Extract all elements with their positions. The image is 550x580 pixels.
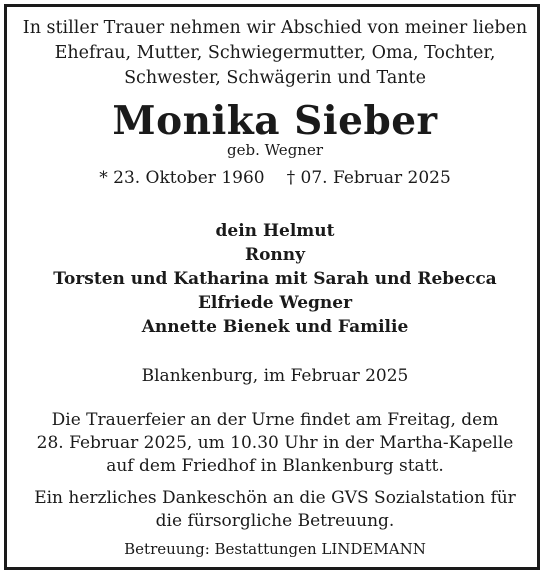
- funeral-line: 28. Februar 2025, um 10.30 Uhr in der Martha-Kapelle: [36, 433, 514, 453]
- birth-date: * 23. Oktober 1960: [99, 168, 265, 188]
- funeral-line: Die Trauerfeier an der Urne findet am Freitag, dem: [51, 410, 499, 430]
- deceased-name: Monika Sieber: [112, 98, 438, 144]
- intro-line: Ehefrau, Mutter, Schwiegermutter, Oma, Tochter,: [54, 43, 496, 63]
- mourner-line: Elfriede Wegner: [197, 293, 353, 313]
- funeral-line: auf dem Friedhof in Blankenburg statt.: [106, 456, 444, 476]
- mourner-line: Ronny: [244, 245, 306, 265]
- maiden-name: geb. Wegner: [227, 141, 323, 159]
- place-date: Blankenburg, im Februar 2025: [141, 366, 409, 386]
- funeral-info: [0, 409, 550, 478]
- thanks-line: die fürsorgliche Betreuung.: [155, 511, 395, 531]
- mourner-line: Annette Bienek und Familie: [141, 317, 409, 337]
- thanks-text: [0, 487, 550, 533]
- life-dates: [0, 167, 550, 189]
- thanks-line: Ein herzliches Dankeschön an die GVS Sozialstation für: [34, 488, 516, 508]
- mourner-line: Torsten und Katharina mit Sarah und Rebecca: [53, 269, 497, 289]
- intro-line: Schwester, Schwägerin und Tante: [124, 68, 426, 88]
- death-date: † 07. Februar 2025: [286, 168, 451, 188]
- funeral-home-credit: Betreuung: Bestattungen LINDEMANN: [124, 540, 426, 558]
- mourner-line: dein Helmut: [215, 221, 335, 241]
- mourners-list: [0, 219, 550, 339]
- intro-line: In stiller Trauer nehmen wir Abschied von meiner lieben: [22, 18, 528, 38]
- intro-text: [0, 16, 550, 91]
